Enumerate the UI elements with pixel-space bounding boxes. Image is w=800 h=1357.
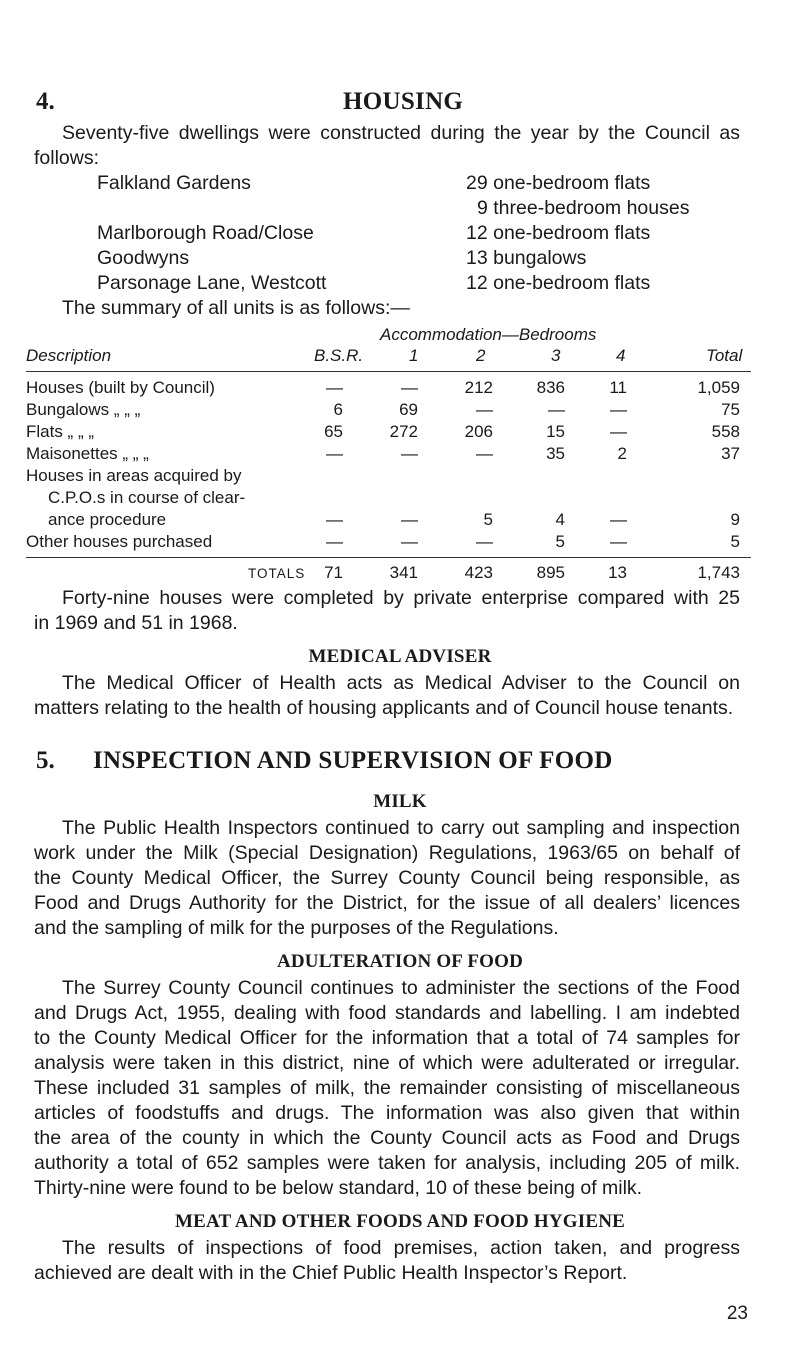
- table-cell-b1: 69: [399, 400, 418, 419]
- constructed-place: Goodwyns: [97, 247, 190, 269]
- adulteration-line: These included 31 samples of milk, the remainder consisting of miscellaneous: [34, 1077, 740, 1099]
- table-cell-b4: —: [610, 422, 627, 441]
- table-group-header: Accommodation—Bedrooms: [380, 325, 597, 344]
- table-cell-bsr: 65: [324, 422, 343, 441]
- table-rule-bottom: [26, 557, 751, 558]
- table-row-description: Other houses purchased: [26, 532, 213, 551]
- milk-heading: MILK: [373, 791, 427, 812]
- table-row-description-line: C.P.O.s in course of clear-: [48, 488, 246, 507]
- medical-adviser-line-2: matters relating to the health of housing applicants and of Council house tenants.: [34, 697, 734, 719]
- adulteration-line: The Surrey County Council continues to administer the sections of the Food: [62, 977, 740, 999]
- table-cell-b2: —: [476, 444, 493, 463]
- table-cell-b1: —: [401, 444, 418, 463]
- table-rule-top: [26, 371, 751, 372]
- adulteration-heading: ADULTERATION OF FOOD: [276, 951, 524, 972]
- totals-b2: 423: [464, 563, 493, 582]
- milk-line: work under the Milk (Special Designation) Regulations, 1963/65 on behalf of: [34, 842, 740, 864]
- col-header-bedroom-3: 3: [551, 346, 561, 365]
- table-row-description-line: ance procedure: [48, 510, 167, 529]
- constructed-place: Falkland Gardens: [97, 172, 251, 194]
- adulteration-line: and Drugs Act, 1955, dealing with food standards and labelling. I am indebted: [34, 1002, 740, 1024]
- table-cell-b3: 836: [536, 378, 565, 397]
- table-cell-bsr: —: [326, 378, 343, 397]
- table-cell-b1: —: [401, 532, 418, 551]
- totals-b1: 341: [389, 563, 418, 582]
- table-cell-bsr: —: [326, 510, 343, 529]
- adulteration-line: articles of foodstuffs and drugs. The information was also given that within: [34, 1102, 740, 1124]
- table-cell-total: 558: [711, 422, 740, 441]
- table-cell-b4: 11: [609, 378, 627, 397]
- table-cell-b4: —: [610, 532, 627, 551]
- table-cell-b4: 2: [617, 444, 627, 463]
- adulteration-line: analysis were taken in this district, nine of which were adulterated or irregular.: [34, 1052, 740, 1074]
- col-header-total: Total: [706, 346, 743, 365]
- table-cell-total: 9: [730, 510, 740, 529]
- constructed-place: Marlborough Road/Close: [97, 222, 314, 244]
- table-cell-b3: 4: [555, 510, 565, 529]
- table-cell-b1: 272: [389, 422, 418, 441]
- col-header-bedroom-2: 2: [476, 346, 486, 365]
- table-cell-b2: 212: [464, 378, 493, 397]
- col-header-bedroom-4: 4: [616, 346, 626, 365]
- table-cell-bsr: —: [326, 532, 343, 551]
- table-cell-total: 5: [730, 532, 740, 551]
- private-line-1: Forty-nine houses were completed by private enterprise compared with 25: [62, 587, 740, 609]
- section-title-housing: HOUSING: [343, 88, 464, 115]
- table-cell-b3: 15: [546, 422, 565, 441]
- totals-total: 1,743: [697, 563, 740, 582]
- table-cell-b1: —: [401, 378, 418, 397]
- constructed-detail: 13 bungalows: [466, 247, 587, 269]
- constructed-detail: 9 three-bedroom houses: [477, 197, 690, 219]
- table-cell-b2: 206: [464, 422, 493, 441]
- table-cell-b1: —: [401, 510, 418, 529]
- table-cell-b4: —: [610, 400, 627, 419]
- col-header-description: Description: [26, 346, 112, 365]
- totals-label: TOTALS: [248, 566, 306, 581]
- table-cell-b3: 35: [546, 444, 565, 463]
- intro-line-2: follows:: [34, 147, 100, 169]
- table-cell-b2: 5: [483, 510, 493, 529]
- table-cell-b3: —: [548, 400, 565, 419]
- adulteration-line: the area of the county in which the County Council acts as Food and Drugs: [34, 1127, 740, 1149]
- col-header-bedroom-1: 1: [409, 346, 419, 365]
- constructed-detail: 12 one-bedroom flats: [466, 222, 651, 244]
- milk-line: and the sampling of milk for the purposes of the Regulations.: [34, 917, 559, 939]
- table-cell-total: 37: [721, 444, 740, 463]
- table-row-description: Flats „ „ „: [26, 422, 94, 441]
- table-cell-b2: —: [476, 532, 493, 551]
- totals-bsr: 71: [324, 563, 343, 582]
- table-cell-b3: 5: [555, 532, 565, 551]
- adulteration-line: to the County Medical Officer for the information that a total of 74 samples for: [34, 1027, 740, 1049]
- constructed-place: Parsonage Lane, Westcott: [97, 272, 327, 294]
- meat-line: The results of inspections of food premises, action taken, and progress: [62, 1237, 740, 1259]
- adulteration-line: Thirty-nine were found to be below standard, 10 of these being of milk.: [34, 1177, 643, 1199]
- page-number: 23: [726, 1303, 748, 1324]
- adulteration-line: authority a total of 652 samples were taken for analysis, including 205 of milk.: [34, 1152, 740, 1174]
- table-cell-bsr: —: [326, 444, 343, 463]
- meat-line: achieved are dealt with in the Chief Public Health Inspector’s Report.: [34, 1262, 628, 1284]
- totals-b4: 13: [608, 563, 627, 582]
- milk-line: the County Medical Officer, the Surrey County Council being responsible, as: [34, 867, 740, 889]
- totals-b3: 895: [536, 563, 565, 582]
- summary-intro: The summary of all units is as follows:—: [62, 297, 410, 319]
- private-line-2: in 1969 and 51 in 1968.: [34, 612, 238, 634]
- section-title-food: INSPECTION AND SUPERVISION OF FOOD: [93, 747, 613, 774]
- table-row-description: Houses (built by Council): [26, 378, 215, 397]
- table-cell-total: 1,059: [697, 378, 740, 397]
- col-header-bsr: B.S.R.: [314, 346, 364, 365]
- constructed-detail: 29 one-bedroom flats: [466, 172, 651, 194]
- medical-adviser-line-1: The Medical Officer of Health acts as Medical Adviser to the Council on: [62, 672, 740, 694]
- table-row-description-line: Houses in areas acquired by: [26, 466, 242, 485]
- table-row-description: Bungalows „ „ „: [26, 400, 141, 419]
- medical-adviser-heading: MEDICAL ADVISER: [308, 646, 492, 667]
- intro-line-1: Seventy-five dwellings were constructed during the year by the Council as: [62, 122, 740, 144]
- meat-heading: MEAT AND OTHER FOODS AND FOOD HYGIENE: [174, 1211, 626, 1232]
- table-cell-b4: —: [610, 510, 627, 529]
- constructed-detail: 12 one-bedroom flats: [466, 272, 651, 294]
- section-number-food: 5.: [36, 747, 55, 774]
- milk-line: The Public Health Inspectors continued to carry out sampling and inspection: [62, 817, 740, 839]
- table-cell-total: 75: [721, 400, 740, 419]
- table-cell-bsr: 6: [333, 400, 343, 419]
- table-cell-b2: —: [476, 400, 493, 419]
- table-row-description: Maisonettes „ „ „: [26, 444, 149, 463]
- section-number-housing: 4.: [36, 88, 55, 115]
- milk-line: Food and Drugs Authority for the District, for the issue of all dealers’ licences: [34, 892, 740, 914]
